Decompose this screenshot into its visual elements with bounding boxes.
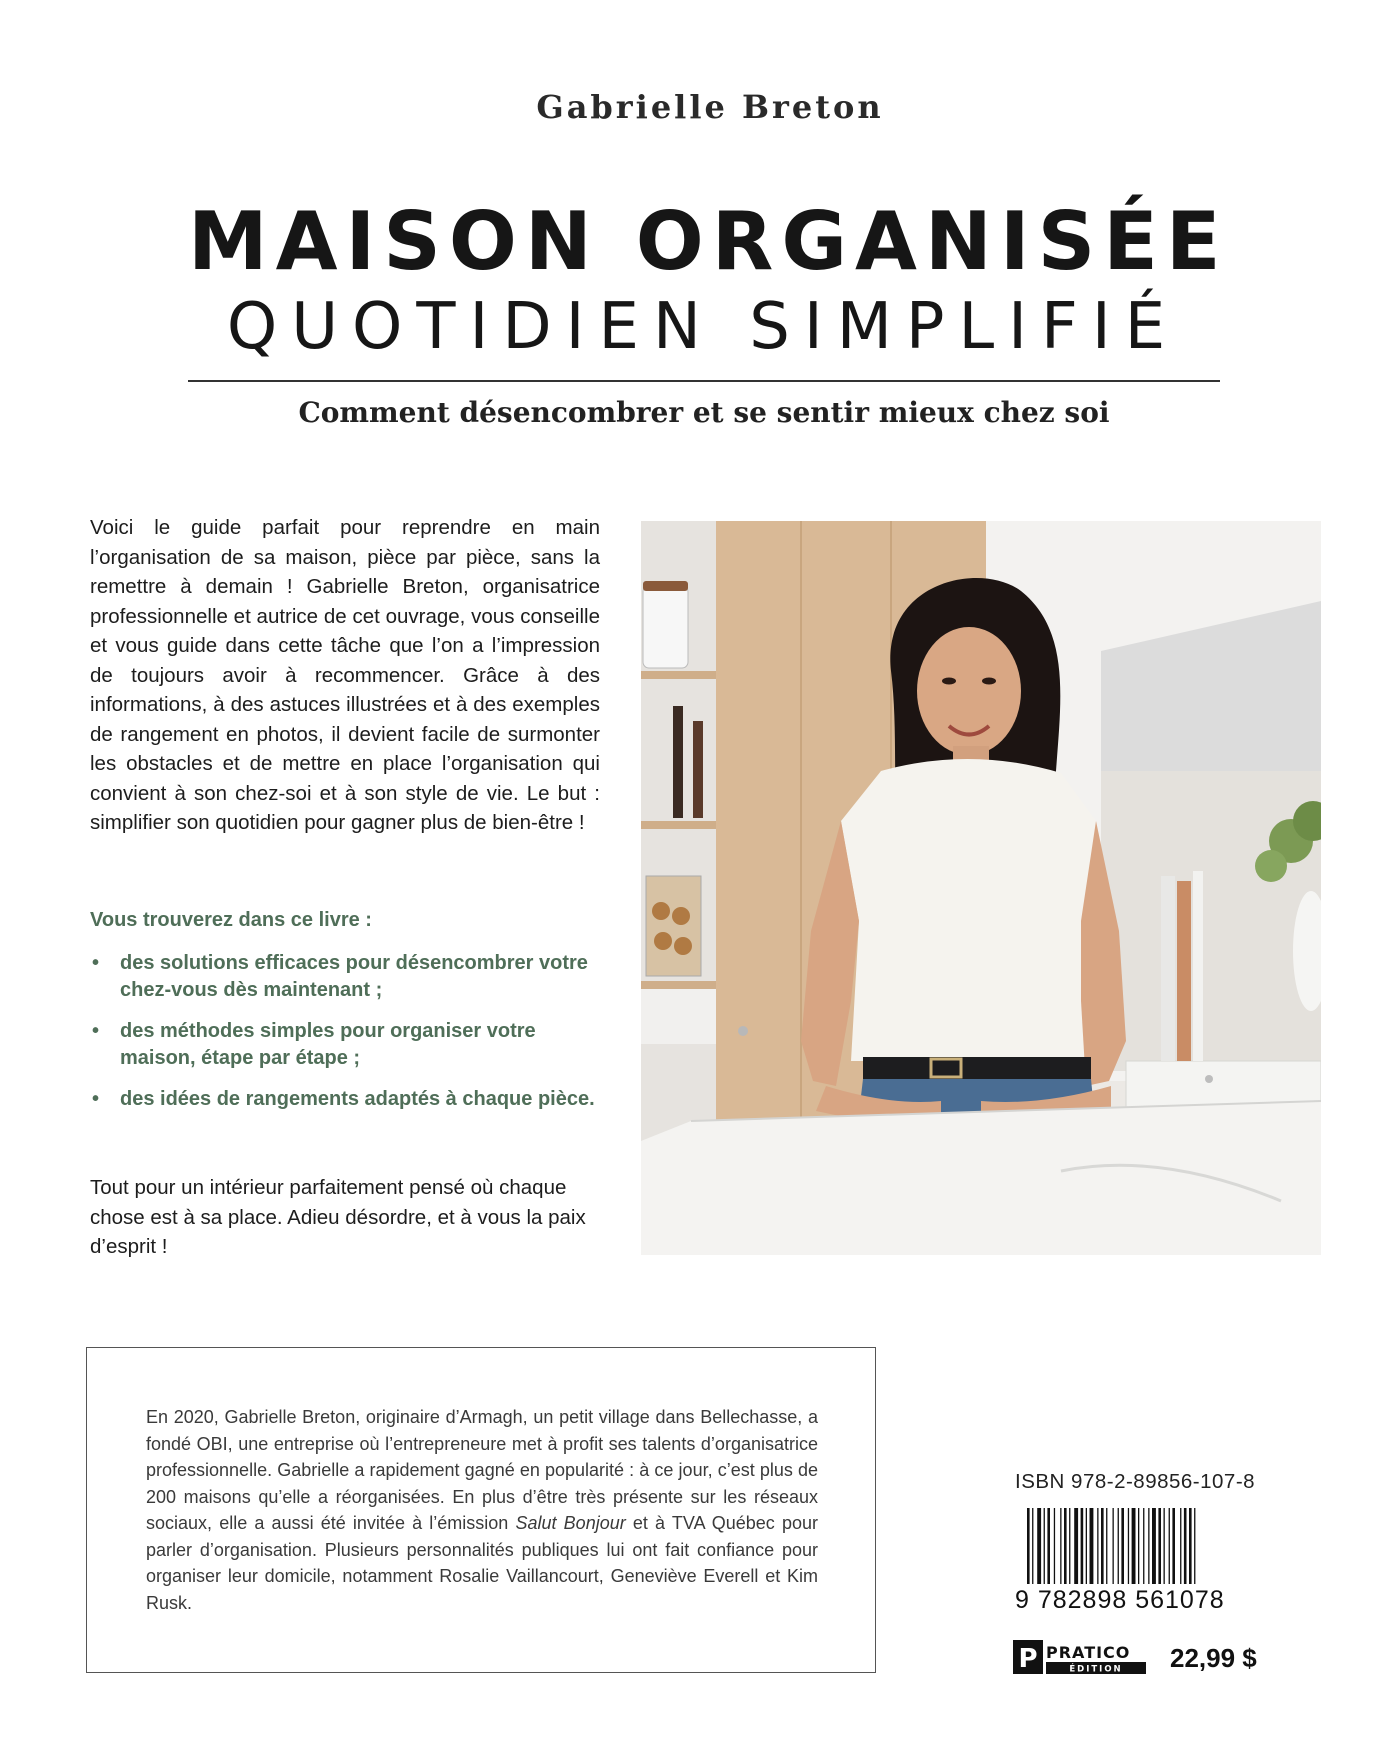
barcode-bar bbox=[1172, 1508, 1175, 1584]
feature-text: des méthodes simples pour organiser votre maison, étape par étape ; bbox=[120, 1020, 536, 1069]
barcode-digits: 9 782898 561078 bbox=[1015, 1586, 1225, 1614]
feature-text: des solutions efficaces pour désencombrer votre chez-vous dès maintenant ; bbox=[120, 952, 588, 1001]
barcode-bar bbox=[1128, 1508, 1129, 1584]
price-label: 22,99 $ bbox=[1170, 1643, 1257, 1673]
title-divider bbox=[188, 380, 1220, 382]
barcode-bar bbox=[1090, 1508, 1094, 1584]
barcode-bar bbox=[1081, 1508, 1084, 1584]
barcode-bar bbox=[1184, 1508, 1187, 1584]
publisher-name: PRATICO bbox=[1046, 1643, 1131, 1662]
barcode-bar bbox=[1164, 1508, 1165, 1584]
barcode-bar bbox=[1121, 1508, 1124, 1584]
barcode-bar bbox=[1180, 1508, 1181, 1584]
barcode-bar bbox=[1132, 1508, 1136, 1584]
barcode-bar bbox=[1148, 1508, 1149, 1584]
barcode-bar bbox=[1047, 1508, 1050, 1584]
feature-list bbox=[90, 950, 610, 1127]
barcode-bar bbox=[1143, 1508, 1144, 1584]
barcode-bars bbox=[1015, 1508, 1260, 1588]
publisher-mark: P bbox=[1018, 1644, 1038, 1674]
barcode-bar bbox=[1189, 1508, 1192, 1584]
barcode-bar bbox=[1118, 1508, 1119, 1584]
barcode-bar bbox=[1086, 1508, 1087, 1584]
feature-list-item bbox=[90, 1086, 610, 1113]
barcode-bar bbox=[1064, 1508, 1067, 1584]
barcode-bar bbox=[1060, 1508, 1061, 1584]
bio-text-part: En 2020, Gabrielle Breton, originaire d’Armagh, un petit village dans Bellechasse, a fondé OBI, une entreprise où l’entrepreneure met à profit ses talents d’organisatrice professionnelle. Gabrielle a rapidement gagné en popularité : à ce jour, c’est plus de 200 maisons qu’elle a réorganisées. En plus d’être très présente sur les réseaux sociaux, elle a aussi été invitée à l’émission bbox=[146, 1407, 818, 1533]
barcode-bar bbox=[1097, 1508, 1098, 1584]
barcode-bar bbox=[1194, 1508, 1195, 1584]
author-photo-illustration bbox=[641, 521, 1321, 1255]
bullet-icon: • bbox=[92, 1020, 100, 1042]
book-subtitle: Comment désencombrer et se sentir mieux chez soi bbox=[298, 396, 1110, 429]
barcode-bar bbox=[1037, 1508, 1041, 1584]
list-heading: Vous trouverez dans ce livre : bbox=[90, 909, 372, 931]
author-name: Gabrielle Breton bbox=[536, 88, 884, 126]
barcode-bar bbox=[1054, 1508, 1055, 1584]
barcode-bar bbox=[1044, 1508, 1045, 1584]
barcode-bar bbox=[1152, 1508, 1156, 1584]
intro-paragraph: Voici le guide parfait pour reprendre en main l’organisation de sa maison, pièce par pièce, sans la remettre à demain ! Gabrielle Breton, organisatrice professionnelle et autrice de cet ouvrage, vous conseille et vous guide dans cette tâche que l’on a l’impression de toujours avoir à recommencer. Grâce à des informations, à des astuces illustrées et à des exemples de rangement en photos, il devient facile de surmonter les obstacles et de mettre en place l’organisation qui convient à son chez-soi et à son style de vie. Le but : simplifier son quotidien pour gagner plus de bien-être ! bbox=[90, 516, 600, 834]
barcode-bar bbox=[1169, 1508, 1170, 1584]
barcode-bar bbox=[1069, 1508, 1070, 1584]
feature-text: des idées de rangements adaptés à chaque pièce. bbox=[120, 1088, 595, 1110]
barcode-bar bbox=[1101, 1508, 1104, 1584]
author-photo bbox=[641, 521, 1321, 1255]
tv-show-name: Salut Bonjour bbox=[515, 1513, 626, 1533]
bio-text-part: et à TVA Québec pour parler d’organisation. Plusieurs personnalités publiques lui ont fait confiance pour organiser leur domicile, notamment Rosalie Vaillancourt, Geneviève Everell et Kim Rusk. bbox=[146, 1513, 818, 1613]
feature-list-item bbox=[90, 950, 610, 1004]
feature-list-item bbox=[90, 1018, 610, 1072]
barcode-bar bbox=[1032, 1508, 1033, 1584]
outro-paragraph: Tout pour un intérieur parfaitement pensé où chaque chose est à sa place. Adieu désordre, et à vous la paix d’esprit ! bbox=[90, 1176, 586, 1258]
book-title-line-1: MAISON ORGANISÉE bbox=[188, 195, 1229, 288]
barcode-bar bbox=[1158, 1508, 1161, 1584]
barcode-bar bbox=[1027, 1508, 1030, 1584]
barcode-bar bbox=[1113, 1508, 1114, 1584]
bullet-icon: • bbox=[92, 952, 100, 974]
bullet-icon: • bbox=[92, 1088, 100, 1110]
isbn-label: ISBN 978-2-89856-107-8 bbox=[1015, 1470, 1256, 1493]
author-bio-text bbox=[146, 1404, 818, 1616]
book-title-line-2: QUOTIDIEN SIMPLIFIÉ bbox=[226, 290, 1180, 364]
barcode-bar bbox=[1106, 1508, 1107, 1584]
barcode-bar bbox=[1138, 1508, 1139, 1584]
publisher-logo bbox=[1013, 1640, 1148, 1676]
barcode-bar bbox=[1074, 1508, 1078, 1584]
publisher-sub: ÉDITION bbox=[1069, 1664, 1123, 1675]
